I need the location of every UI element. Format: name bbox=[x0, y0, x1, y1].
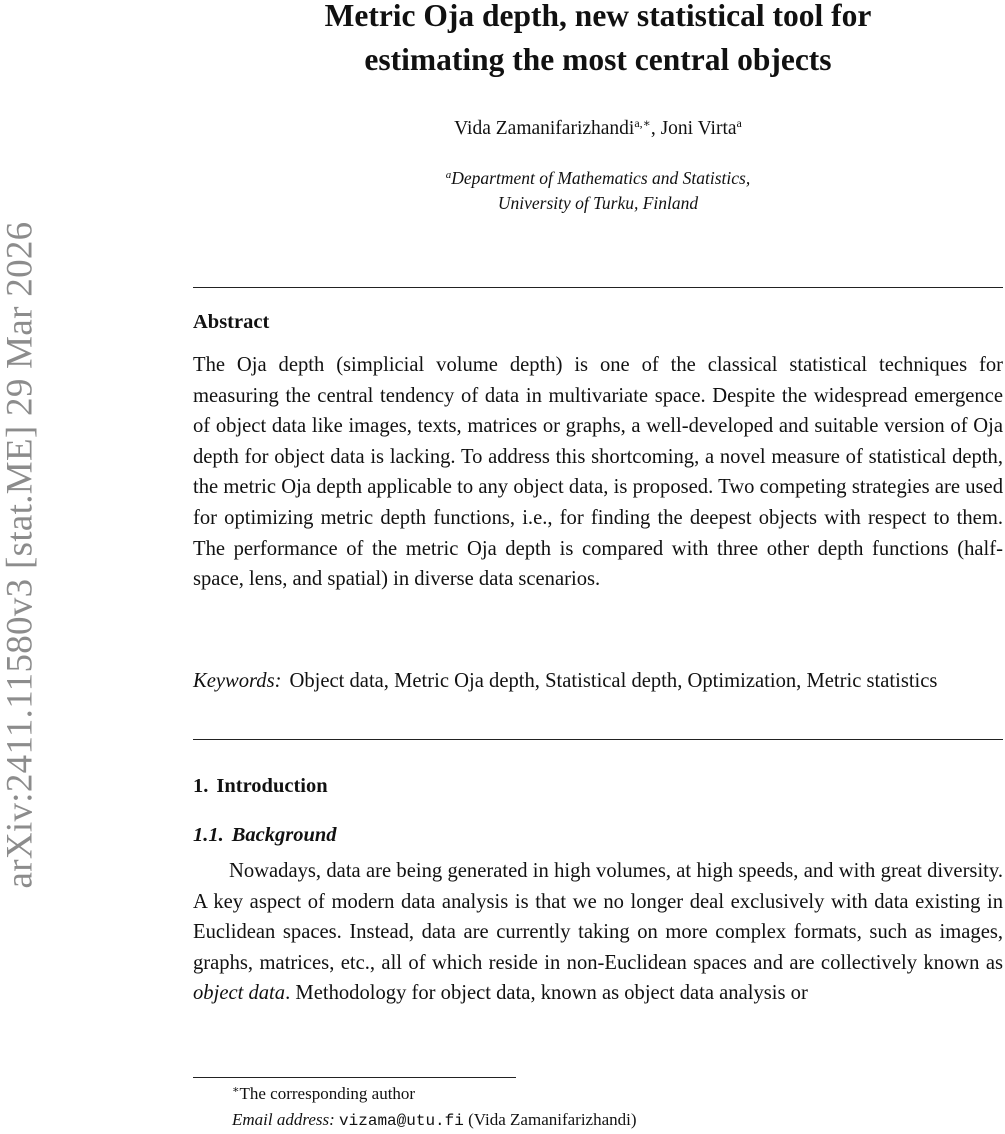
affiliation-line-2: University of Turku, Finland bbox=[497, 192, 699, 213]
arxiv-identifier-sidebar bbox=[0, 0, 40, 1133]
email-link[interactable]: vizama@utu.fi bbox=[339, 1112, 464, 1130]
footnote-email-line bbox=[232, 1107, 637, 1134]
abstract-heading: Abstract bbox=[193, 311, 270, 333]
subsection-title: Background bbox=[231, 824, 337, 846]
title-line-1: Metric Oja depth, new statistical tool for bbox=[324, 0, 872, 33]
section-title: Introduction bbox=[216, 775, 328, 797]
email-label: Email address: bbox=[232, 1110, 335, 1129]
abstract-bottom-rule bbox=[193, 739, 1003, 740]
keywords-label: Keywords: bbox=[193, 670, 282, 692]
footnote-rule bbox=[193, 1077, 516, 1078]
affiliation bbox=[193, 166, 1003, 215]
abstract-top-rule bbox=[193, 287, 1003, 288]
paper-title bbox=[193, 0, 1003, 82]
author-marks: a,∗ bbox=[634, 116, 651, 130]
subsection-heading-background bbox=[193, 821, 337, 849]
intro-paragraph: Nowadays, data are being generated in high volumes, at high speeds, and with great diversity. A key aspect of modern data analysis is that we no longer deal exclusively with data existing in Euclidean spaces. Instead, data are currently taking on more complex formats, such as images, graphs, matrices, etc., all of which reside in non-Euclidean spaces and are collectively known as object data. Methodology for object data, known as object data analysis or bbox=[193, 860, 1003, 1005]
arxiv-identifier: arXiv:2411.11580v3 [stat.ME] 29 Mar 2026 bbox=[0, 221, 41, 889]
footnote bbox=[232, 1081, 637, 1134]
author-list: Vida Zamanifarizhandi$^{a,∗}$, Joni Virta$^a$ bbox=[454, 116, 742, 139]
title-line-2: estimating the most central objects bbox=[364, 42, 832, 77]
keywords-text: Object data, Metric Oja depth, Statistical depth, Optimization, Metric statistics bbox=[289, 670, 938, 692]
subsection-number: 1.1. bbox=[193, 824, 224, 846]
section-number: 1. bbox=[193, 775, 209, 797]
author-name: Joni Virta bbox=[660, 118, 737, 139]
abstract-text: The Oja depth (simplicial volume depth) is one of the classical statistical techniques for measuring the central tendency of data in multivariate space. Despite the widespread emergence of object data like images, texts, matrices or graphs, a well-developed and suitable version of Oja depth for object data is lacking. To address this shortcoming, a novel measure of statistical depth, the metric Oja depth applicable to any object data, is proposed. Two competing strategies are used for optimizing metric depth functions, i.e., for finding the deepest objects with respect to them. The performance of the metric Oja depth is compared with three other depth functions (half-space, lens, and spatial) in diverse data scenarios. bbox=[193, 354, 1003, 591]
footnote-corresponding-author: ∗The corresponding author bbox=[232, 1084, 416, 1103]
affiliation-line-1: $^a$Department of Mathematics and Statistics, bbox=[445, 168, 751, 188]
emphasis-object-data: object data bbox=[193, 982, 286, 1005]
email-owner: (Vida Zamanifarizhandi) bbox=[468, 1110, 637, 1129]
author-name: Vida Zamanifarizhandi bbox=[454, 118, 635, 139]
author-marks: a bbox=[736, 116, 742, 130]
affiliation-mark: a bbox=[445, 169, 452, 181]
keywords bbox=[193, 666, 1003, 696]
section-heading-introduction bbox=[193, 772, 328, 800]
footnote-mark: ∗ bbox=[232, 1084, 240, 1096]
